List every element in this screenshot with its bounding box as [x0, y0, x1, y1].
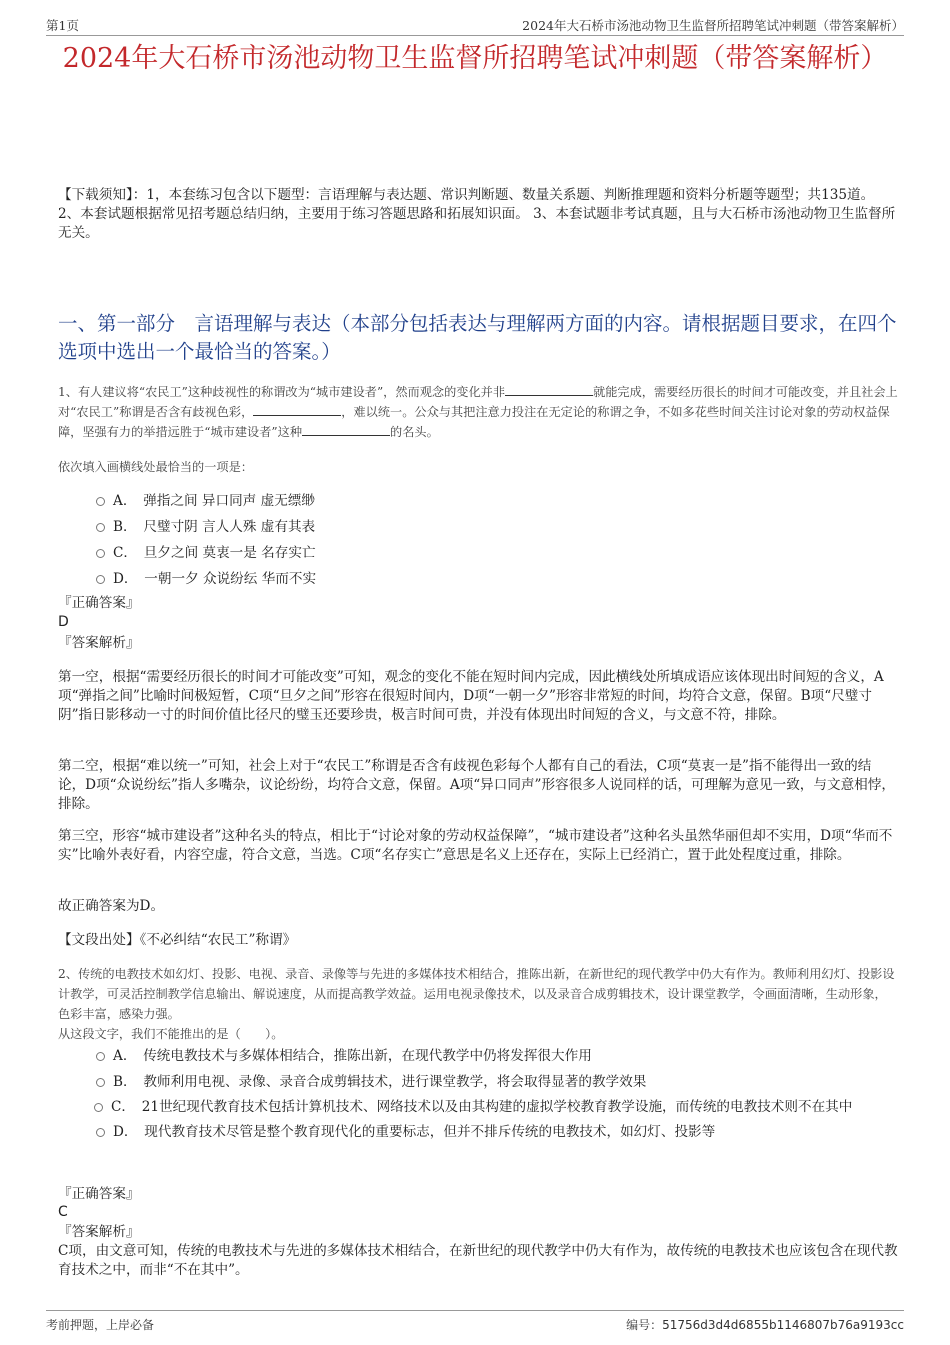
- page-number: 第1页: [46, 18, 79, 33]
- blank-1: [505, 384, 593, 396]
- question-2-prompt: 从这段文字，我们不能推出的是（ ）。: [58, 1027, 284, 1041]
- analysis-paragraph-1: 第一空，根据“需要经历很长的时间才可能改变”可知，观念的变化不能在短时间内完成，因此横线处所填成语应该体现出时间短的含义，A项“弹指之间”比喻时间极短暂，C项“旦夕之间”形容在很短时间内，D项“一朝一夕”形容非常短的时间，均符合文意，保留。B项“尺璧寸阴”指日影移动一寸的时间价值比径尺的璧玉还要珍贵，极言时间可贵，并没有体现出时间短的含义，与文意不符，排除。: [58, 669, 884, 723]
- option-a[interactable]: A． 传统电教技术与多媒体相结合，推陈出新，在现代教学中仍将发挥很大作用: [96, 1043, 898, 1069]
- option-a[interactable]: A． 弹指之间 异口同声 虚无缥缈: [96, 488, 898, 514]
- document-title: 2024年大石桥市汤池动物卫生监督所招聘笔试冲刺题（带答案解析）: [62, 43, 888, 74]
- question-1-options: [96, 488, 898, 592]
- question-1-prompt: 依次填入画横线处最恰当的一项是：: [58, 460, 253, 474]
- analysis-conclusion: 故正确答案为D。: [58, 898, 165, 914]
- option-c[interactable]: C． 旦夕之间 莫衷一是 名存实亡: [96, 540, 898, 566]
- option-d[interactable]: D． 现代教育技术尽管是整个教育现代化的重要标志，但并不排斥传统的电教技术，如幻灯、投影等: [96, 1119, 898, 1145]
- radio-icon[interactable]: [96, 549, 105, 558]
- page-header: [46, 14, 904, 36]
- question-2-options: [96, 1043, 898, 1145]
- radio-icon[interactable]: [96, 1128, 105, 1137]
- analysis-label: 『答案解析』: [58, 635, 140, 651]
- footer-slogan: 考前押题，上岸必备: [46, 1318, 155, 1332]
- analysis-paragraph-3: 第三空，形容“城市建设者”这种名头的特点，相比于“讨论对象的劳动权益保障”，“城市建设者”这种名头虽然华丽但却不实用，D项“华而不实”比喻外表好看，内容空虚，符合文意，当选。C项“名存实亡”意思是名义上还存在，实际上已经消亡，置于此处程度过重，排除。: [58, 828, 893, 863]
- question-1-stem: 1、有人建议将“农民工”这种歧视性的称谓改为“城市建设者”，然而观念的变化并非 就能完成，需要经历很长的时间才可能改变，并且社会上对“农民工”称谓是否含有歧视色彩， ，难以统一。公众与其把注意力投注在无定论的称谓之争，不如多花些时间关注讨论对象的劳动权益保障，坚强有力的举措远胜于“城市建设者”这种 的名头。: [58, 385, 898, 439]
- radio-icon[interactable]: [96, 1052, 105, 1061]
- answer-value: D: [58, 614, 69, 630]
- document-code: 编号：51756d3d4d6855b1146807b76a9193cc: [626, 1318, 904, 1332]
- radio-icon[interactable]: [96, 497, 105, 506]
- analysis-label: 『答案解析』: [58, 1224, 140, 1240]
- option-c[interactable]: C． 21世纪现代教育技术包括计算机技术、网络技术以及由其构建的虚拟学校教育教学设施，而传统的电教技术则不在其中: [94, 1095, 898, 1119]
- radio-icon[interactable]: [96, 1078, 105, 1087]
- header-doc-title: 2024年大石桥市汤池动物卫生监督所招聘笔试冲刺题（带答案解析）: [522, 18, 904, 33]
- radio-icon[interactable]: [96, 575, 105, 584]
- blank-3: [302, 424, 390, 436]
- analysis-paragraph: C项，由文意可知，传统的电教技术与先进的多媒体技术相结合，在新世纪的现代教学中仍大有作为，故传统的电教技术也应该包含在现代教育技术之中，而非“不在其中”。: [58, 1243, 898, 1278]
- question-2-stem: 2、传统的电教技术如幻灯、投影、电视、录音、录像等与先进的多媒体技术相结合，推陈出新，在新世纪的现代教学中仍大有作为。教师利用幻灯、投影设计教学，可灵活控制教学信息输出、解说速度，从而提高教学效益。运用电视录像技术，以及录音合成剪辑技术，设计课堂教学，令画面清晰，生动形象，色彩丰富，感染力强。: [58, 967, 895, 1021]
- option-b[interactable]: B． 教师利用电视、录像、录音合成剪辑技术，进行课堂教学，将会取得显著的教学效果: [96, 1069, 898, 1095]
- source-citation: 【文段出处】《不必纠结“农民工”称谓》: [58, 932, 297, 948]
- radio-icon[interactable]: [94, 1103, 103, 1112]
- analysis-paragraph-2: 第二空，根据“难以统一”可知，社会上对于“农民工”称谓是否含有歧视色彩每个人都有自己的看法，C项“莫衷一是”指不能得出一致的结论，D项“众说纷纭”指人多嘴杂，议论纷纷，均符合文意，保留。A项“异口同声”形容很多人说同样的话，可理解为意见一致，与文意相悖，排除。: [58, 758, 895, 812]
- blank-2: [253, 404, 341, 416]
- answer-label: 『正确答案』: [58, 595, 140, 611]
- option-d[interactable]: D． 一朝一夕 众说纷纭 华而不实: [96, 566, 898, 592]
- page-footer: [46, 1310, 904, 1332]
- radio-icon[interactable]: [96, 523, 105, 532]
- section-heading: 一、第一部分 言语理解与表达（本部分包括表达与理解两方面的内容。请根据题目要求，在四个选项中选出一个最恰当的答案。）: [58, 312, 897, 363]
- answer-value: C: [58, 1204, 68, 1220]
- download-notice: 【下载须知】：1，本套练习包含以下题型：言语理解与表达题、常识判断题、数量关系题、判断推理题和资料分析题等题型；共135道。 2、本套试题根据常见招考题总结归纳，主要用于练习答题思路和拓展知识面。 3、本套试题非考试真题，且与大石桥市汤池动物卫生监督所无关。: [58, 187, 896, 241]
- option-b[interactable]: B． 尺璧寸阴 言人人殊 虚有其表: [96, 514, 898, 540]
- answer-label: 『正确答案』: [58, 1186, 140, 1202]
